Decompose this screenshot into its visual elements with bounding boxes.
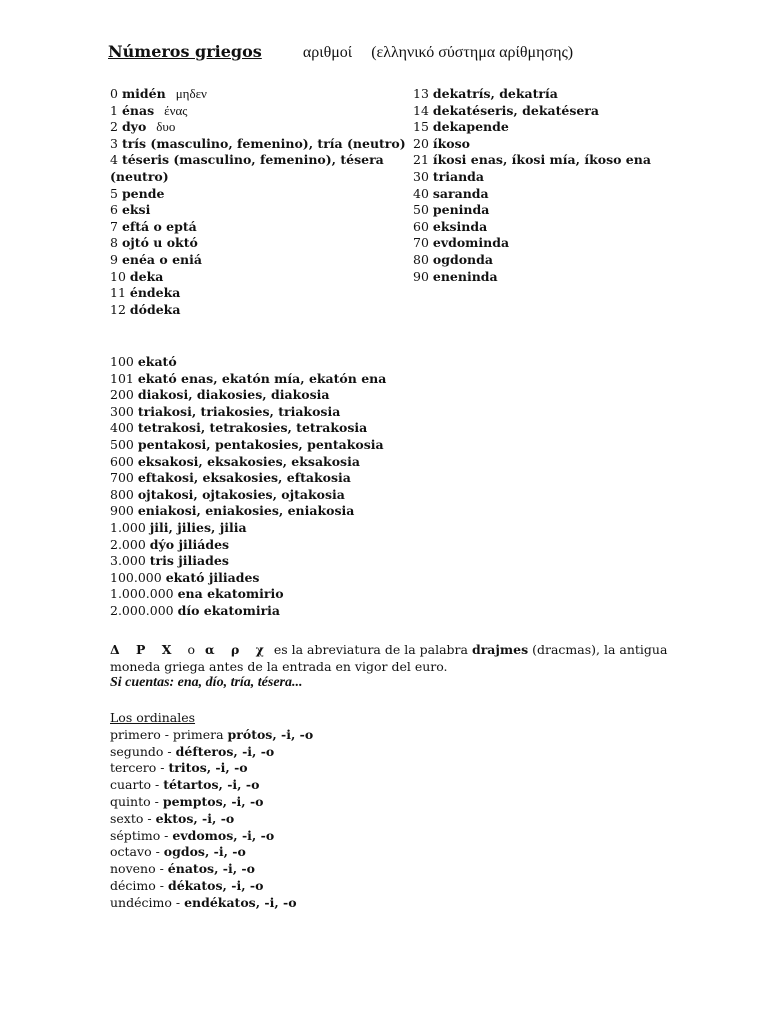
ordinals-title: Los ordinales — [110, 710, 196, 725]
ordinal-greek: prótos, -i, -o — [227, 726, 314, 742]
number-row — [110, 285, 410, 302]
numbers-right-column — [413, 86, 651, 285]
number-word: ekató — [137, 354, 177, 369]
number-value: 30 — [413, 168, 429, 184]
ordinal-row — [110, 777, 313, 794]
count-line: Si cuentas: ena, dío, tría, tésera... — [110, 675, 303, 690]
number-word: evdominda — [432, 235, 510, 251]
numbers-left-column — [110, 86, 410, 318]
number-word: éndeka — [129, 285, 181, 301]
ordinal-spanish: décimo - — [110, 877, 168, 893]
number-row — [110, 354, 386, 371]
number-value: 100 — [110, 354, 134, 369]
drachma-symbol-latin: Δ Ρ Χ — [110, 642, 178, 657]
drachma-or: o — [187, 642, 196, 657]
number-value: 0 — [110, 86, 118, 101]
number-value: 15 — [413, 119, 429, 135]
number-value: 60 — [413, 218, 429, 234]
number-word: dekatéseris, dekatésera — [432, 102, 599, 118]
number-greek: δυο — [156, 119, 176, 135]
ordinal-row — [110, 727, 313, 744]
ordinal-spanish: sexto - — [110, 810, 156, 826]
number-value: 3 — [110, 135, 118, 151]
number-row — [110, 503, 386, 520]
number-word: eksakosi, eksakosies, eksakosia — [137, 453, 360, 469]
ordinal-greek: evdomos, -i, -o — [172, 827, 275, 843]
number-row — [110, 86, 410, 103]
number-row — [413, 202, 651, 219]
number-row — [110, 487, 386, 504]
number-value: 20 — [413, 135, 429, 151]
number-value: 4 — [110, 152, 118, 168]
number-word: dyo — [121, 119, 147, 135]
number-row — [413, 169, 651, 186]
number-word: eneninda — [432, 268, 498, 284]
number-row — [110, 420, 386, 437]
number-value: 1.000 — [110, 519, 146, 535]
number-word: saranda — [432, 185, 489, 201]
ordinal-greek: endékatos, -i, -o — [184, 894, 297, 910]
number-word: dekapende — [432, 119, 509, 135]
ordinal-row — [110, 744, 313, 761]
number-word: triakosi, triakosies, triakosia — [137, 403, 341, 419]
number-row — [413, 186, 651, 203]
ordinal-greek: défteros, -i, -o — [175, 743, 275, 759]
number-value: 800 — [110, 486, 134, 502]
number-row — [413, 136, 651, 153]
number-value: 400 — [110, 420, 134, 436]
ordinal-spanish: segundo - — [110, 743, 176, 759]
number-value: 5 — [110, 185, 118, 201]
number-row — [110, 437, 386, 454]
number-word: tetrakosi, tetrakosies, tetrakosia — [137, 420, 368, 436]
number-row — [110, 186, 410, 203]
number-word: ena ekatomirio — [177, 586, 284, 602]
number-row — [110, 537, 386, 554]
number-value: 6 — [110, 202, 118, 218]
title-greek: αριθμοί — [302, 44, 353, 61]
number-word: eniakosi, eniakosies, eniakosia — [137, 503, 355, 519]
number-row — [110, 570, 386, 587]
number-word: enéa o eniá — [121, 251, 202, 267]
ordinal-greek: pemptos, -i, -o — [162, 793, 264, 809]
number-value: 100.000 — [110, 569, 162, 585]
ordinal-row — [110, 844, 313, 861]
number-word: trianda — [432, 168, 485, 184]
ordinal-greek: ogdos, -i, -o — [163, 844, 246, 860]
number-row — [413, 86, 651, 103]
ordinal-row — [110, 828, 313, 845]
number-word: eksi — [121, 202, 151, 218]
number-row — [110, 586, 386, 603]
number-word: énas — [121, 102, 155, 118]
ordinal-greek: dékatos, -i, -o — [167, 877, 264, 893]
ordinal-spanish: noveno - — [110, 861, 168, 877]
number-value: 200 — [110, 387, 134, 403]
number-value: 9 — [110, 251, 118, 267]
number-value: 14 — [413, 102, 429, 118]
number-row — [110, 404, 386, 421]
page-title — [108, 42, 573, 62]
number-value: 12 — [110, 301, 126, 317]
ordinal-spanish: cuarto - — [110, 777, 164, 793]
number-value: 900 — [110, 503, 134, 519]
number-value: 700 — [110, 470, 134, 486]
title-spanish: Números griegos — [108, 42, 262, 61]
number-value: 8 — [110, 235, 118, 251]
number-word: téseris (masculino, femenino), tésera (neutro) — [110, 152, 384, 184]
number-word: peninda — [432, 202, 490, 218]
number-word: tris jiliades — [149, 553, 229, 569]
number-value: 10 — [110, 268, 126, 284]
number-row — [110, 553, 386, 570]
number-value: 70 — [413, 235, 429, 251]
drachma-paragraph — [110, 641, 670, 675]
number-row — [110, 470, 386, 487]
number-value: 600 — [110, 453, 134, 469]
number-word: dío ekatomiria — [177, 602, 281, 618]
number-value: 11 — [110, 285, 126, 301]
number-value: 40 — [413, 185, 429, 201]
number-row — [110, 454, 386, 471]
number-row — [413, 235, 651, 252]
number-word: ojtakosi, ojtakosies, ojtakosia — [137, 486, 345, 502]
drachma-text-1: es la abreviatura de la palabra — [269, 642, 472, 657]
number-row — [110, 235, 410, 252]
number-word: íkosi enas, íkosi mía, íkoso ena — [432, 152, 651, 168]
ordinal-row — [110, 895, 313, 912]
number-greek: μηδεν — [175, 86, 207, 101]
ordinal-spanish: primero - primera — [110, 726, 228, 742]
number-row — [413, 252, 651, 269]
numbers-large-column — [110, 354, 386, 620]
ordinal-spanish: séptimo - — [110, 827, 173, 843]
ordinal-row — [110, 760, 313, 777]
ordinal-spanish: quinto - — [110, 793, 163, 809]
drachma-word: drajmes — [471, 642, 529, 657]
ordinal-spanish: octavo - — [110, 844, 164, 860]
number-row — [110, 219, 410, 236]
number-word: trís (masculino, femenino), tría (neutro) — [121, 135, 406, 151]
number-word: dekatrís, dekatría — [432, 86, 558, 101]
ordinal-row — [110, 878, 313, 895]
number-word: íkoso — [432, 135, 471, 151]
number-word: ekató jiliades — [165, 569, 260, 585]
drachma-text-2: (dracmas), la antigua moneda griega antes de la entrada en vigor del euro. — [110, 642, 668, 674]
ordinal-greek: tritos, -i, -o — [168, 760, 248, 776]
number-word: ekató enas, ekatón mía, ekatón ena — [137, 370, 387, 386]
number-value: 2.000 — [110, 536, 146, 552]
number-row — [110, 119, 410, 136]
number-row — [110, 136, 410, 153]
number-word: dýo jiliádes — [149, 536, 230, 552]
number-value: 2.000.000 — [110, 602, 174, 618]
number-value: 101 — [110, 370, 134, 386]
number-value: 50 — [413, 202, 429, 218]
title-greek-subtitle: (ελληνικό σύστημα αρίθμησης) — [371, 44, 574, 61]
number-row — [110, 252, 410, 269]
number-row — [110, 152, 410, 185]
number-value: 1 — [110, 102, 118, 118]
number-value: 13 — [413, 86, 429, 101]
number-word: pentakosi, pentakosies, pentakosia — [137, 436, 384, 452]
ordinal-spanish: tercero - — [110, 760, 169, 776]
number-word: jili, jilies, jilia — [149, 519, 247, 535]
number-row — [413, 103, 651, 120]
number-word: pende — [121, 185, 165, 201]
number-row — [110, 387, 386, 404]
number-row — [413, 269, 651, 286]
number-word: dódeka — [129, 301, 181, 317]
number-row — [110, 520, 386, 537]
ordinal-row — [110, 811, 313, 828]
number-value: 1.000.000 — [110, 586, 174, 602]
ordinal-spanish: undécimo - — [110, 894, 185, 910]
number-row — [110, 302, 410, 319]
number-row — [110, 269, 410, 286]
number-word: eftá o eptá — [121, 218, 197, 234]
number-word: deka — [129, 268, 164, 284]
number-row — [110, 603, 386, 620]
ordinal-greek: énatos, -i, -o — [167, 861, 255, 877]
number-value: 3.000 — [110, 553, 146, 569]
number-row — [413, 152, 651, 169]
drachma-symbol-greek: α ρ χ — [205, 642, 270, 657]
number-word: diakosi, diakosies, diakosia — [137, 387, 330, 403]
number-row — [110, 371, 386, 388]
number-word: eksinda — [432, 218, 488, 234]
number-value: 7 — [110, 218, 118, 234]
number-value: 500 — [110, 436, 134, 452]
ordinals-section — [110, 710, 313, 912]
number-word: midén — [121, 86, 166, 101]
number-greek: ένας — [164, 102, 188, 118]
number-value: 90 — [413, 268, 429, 284]
number-row — [413, 219, 651, 236]
number-row — [110, 202, 410, 219]
ordinal-row — [110, 794, 313, 811]
number-value: 80 — [413, 251, 429, 267]
number-row — [110, 103, 410, 120]
ordinals-list — [110, 727, 313, 912]
ordinal-greek: ektos, -i, -o — [155, 810, 235, 826]
number-row — [413, 119, 651, 136]
number-word: ogdonda — [432, 251, 493, 267]
ordinal-row — [110, 861, 313, 878]
number-word: ojtó u októ — [121, 235, 198, 251]
number-value: 21 — [413, 152, 429, 168]
number-value: 300 — [110, 403, 134, 419]
number-word: eftakosi, eksakosies, eftakosia — [137, 470, 351, 486]
ordinal-greek: tétartos, -i, -o — [163, 777, 260, 793]
number-value: 2 — [110, 119, 118, 135]
